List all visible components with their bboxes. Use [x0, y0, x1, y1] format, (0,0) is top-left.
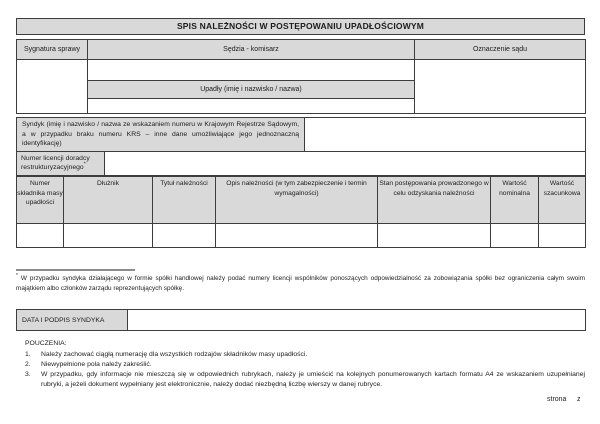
trustee-label: Syndyk (imię i nazwisko / nazwa ze wskazaniem numeru w Krajowym Rejestrze Sądowym, a w przypadku braku numeru KRS – inne dane umożliwiające jego jednoznaczną identyfikację)	[17, 118, 305, 152]
cell-asset-number[interactable]	[17, 224, 64, 248]
col-header-nominal-value: Wartość nominalna	[491, 177, 539, 224]
page-of-word: z	[577, 396, 581, 403]
case-identification-table	[16, 39, 586, 114]
col-header-estimated-value: Wartość szacunkowa	[539, 177, 586, 224]
court-designation-field[interactable]	[415, 60, 586, 114]
cell-estimated-value[interactable]	[539, 224, 586, 248]
cell-receivable-title[interactable]	[153, 224, 216, 248]
instruction-number: 1.	[25, 351, 31, 358]
case-number-field[interactable]	[17, 60, 88, 114]
form-title: SPIS NALEŻNOŚCI W POSTĘPOWANIU UPADŁOŚCIOWYM	[16, 18, 585, 35]
col-header-asset-number: Numer składnika masy upadłości	[17, 177, 64, 224]
signature-table	[16, 309, 586, 331]
trustee-field[interactable]	[305, 118, 586, 152]
date-signature-label: DATA I PODPIS SYNDYKA	[17, 310, 128, 331]
date-signature-field[interactable]	[128, 310, 586, 331]
instruction-text: W przypadku, gdy informacje nie mieszczą się w odpowiednich rubrykach, należy je umieścić na kolejnych ponumerowanych kartach formatu A4 ze wskazaniem uzupełnianej rubryki, a jeżeli dokument wypełniany jest elektronicznie, należy dodać niezbędną liczbę wierszy w danej rubryce.	[41, 371, 585, 388]
col-header-receivable-title: Tytuł należności	[153, 177, 216, 224]
case-number-label: Sygnatura sprawy	[17, 40, 88, 60]
table-row	[17, 224, 586, 248]
court-designation-label: Oznaczenie sądu	[415, 40, 586, 60]
page-word: strona	[547, 396, 567, 403]
license-number-field[interactable]	[105, 152, 586, 176]
instruction-text: Niewypełnione pola należy zakreślić.	[41, 361, 152, 368]
cell-nominal-value[interactable]	[491, 224, 539, 248]
license-number-table	[16, 151, 586, 176]
bankrupt-name-field[interactable]	[88, 99, 415, 114]
instruction-number: 2.	[25, 361, 31, 368]
license-number-label-cell	[17, 152, 105, 176]
list-item	[25, 350, 585, 360]
footnote-marker-icon: *	[16, 272, 18, 279]
instruction-text: Należy zachować ciągłą numerację dla wszystkich rodzajów składników masy upadłości.	[41, 351, 308, 358]
col-header-proceedings-status: Stan postępowania prowadzonego w celu odzyskania należności	[378, 177, 491, 224]
cell-receivable-description[interactable]	[216, 224, 378, 248]
judge-commissioner-field[interactable]	[88, 60, 415, 81]
list-item	[25, 360, 585, 370]
col-header-receivable-description: Opis należności (w tym zabezpieczenie i termin wymagalności)	[216, 177, 378, 224]
instructions-section	[25, 339, 585, 390]
instruction-number: 3.	[25, 371, 31, 378]
instructions-heading: POUCZENIA:	[25, 340, 67, 347]
trustee-table	[16, 117, 586, 152]
license-number-label: Numer licencji doradcy restrukturyzacyjnego	[21, 155, 90, 172]
bankrupt-name-label: Upadły (imię i nazwisko / nazwa)	[88, 81, 415, 99]
footnote-separator	[16, 269, 135, 271]
cell-proceedings-status[interactable]	[378, 224, 491, 248]
footnote-text: W przypadku syndyka działającego w formie spółki handlowej należy podać numery licencji wspólników ponoszących odpowiedzialność za zobowiązania spółki bez ograniczenia całym swoim majątkiem albo członków zarządu reprezentujących spółkę.	[16, 275, 585, 292]
list-item	[25, 370, 585, 390]
footnote-marker-icon: *	[83, 162, 86, 169]
judge-commissioner-label: Sędzia - komisarz	[88, 40, 415, 60]
footnote	[16, 274, 585, 293]
col-header-debtor: Dłużnik	[64, 177, 153, 224]
cell-debtor[interactable]	[64, 224, 153, 248]
receivables-table	[16, 176, 586, 248]
